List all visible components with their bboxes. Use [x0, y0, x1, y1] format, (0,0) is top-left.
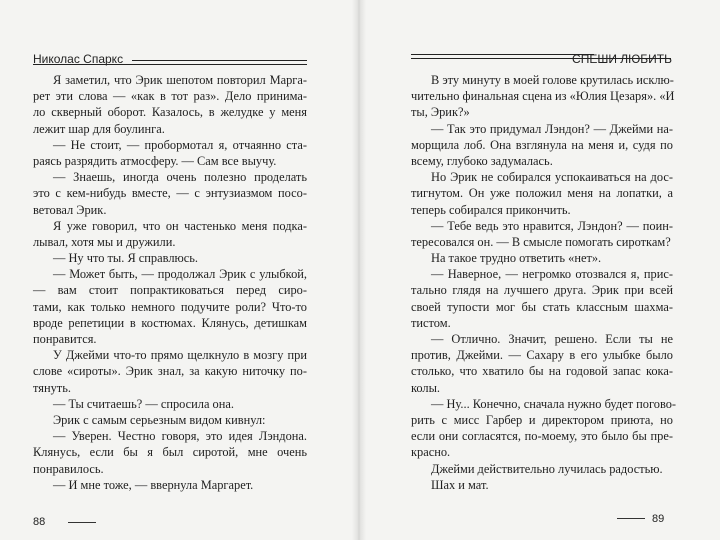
running-head-author: Николас Спаркс [33, 52, 124, 66]
page-number-right: 89 [652, 513, 665, 525]
text-line: Я уже говорил, что он частенько меня подка- [53, 218, 307, 233]
text-line: всему, глубоко задумалась. [411, 153, 553, 168]
text-line: — И мне тоже, — ввернула Маргарет. [53, 477, 254, 492]
text-line: чительно финальная сцена из «Юлия Цезаря». «И [411, 89, 675, 104]
text-line: — Ты считаешь? — спросила она. [53, 396, 234, 411]
text-line: если они согласятся, по-моему, это было бы пре- [411, 429, 673, 444]
text-line: ло скверный оборот. Казалось, в желудке у меня [33, 105, 307, 120]
text-line: тистом. [411, 315, 451, 330]
right-page [366, 0, 720, 540]
text-line: Эрик с самым серьезным видом кивнул: [53, 412, 266, 427]
text-line: На такое трудно ответить «нет». [431, 251, 602, 266]
text-line: тигнутом. Он уже положил меня на лопатки, а [411, 186, 673, 201]
text-line: рет эти слова — «как в тот раз». Дело принима- [33, 89, 307, 104]
text-line: В эту минуту в моей голове крутилась исклю- [431, 73, 674, 87]
text-line: тянуть. [33, 380, 71, 395]
book-gutter [352, 0, 366, 540]
text-line: вроде репетиции в костюмах. Клянусь, детишкам [33, 315, 307, 330]
text-line: это с кем-нибудь вместе, — с энтузиазмом посо- [33, 186, 307, 201]
text-line: тами, как только немного подучите роли? Что-то [33, 299, 307, 314]
text-line: ветовал Эрик. [33, 202, 107, 217]
text-line: раясь разрядить атмосферу. — Сам все выучу. [33, 153, 277, 168]
page-number-left: 88 [33, 516, 46, 528]
text-line: Джейми действительно лучилась радостью. [431, 461, 663, 476]
text-line: Шах и мат. [431, 477, 489, 492]
text-line: тально глядя на лучшего друга. Эрик при всей [411, 283, 673, 298]
text-line: против, Джейми. — Сахару в его улыбке было [411, 348, 673, 363]
header-rule-top [411, 54, 594, 55]
header-rule-bottom [411, 58, 671, 59]
text-line: — Ну... Конечно, сначала нужно будет погово- [431, 396, 677, 411]
text-line: столько, что хватило бы на годовой запас кока- [411, 364, 673, 379]
text-line: — Наверное, — негромко отозвался я, прис- [431, 267, 673, 282]
text-line: своей тупости мог бы стать классным шахма- [411, 299, 673, 314]
text-line: слове «сироты». Эрик знал, за какую ниточку по- [33, 364, 307, 379]
folio-rule-left [68, 522, 96, 523]
text-line: — Так это придумал Лэндон? — Джейми на- [431, 121, 673, 136]
folio-rule-right [617, 518, 645, 519]
running-head-title: СПЕШИ ЛЮБИТЬ [572, 52, 672, 66]
text-line: Но Эрик не собирался успокаиваться на дос- [431, 170, 673, 185]
text-line: — Не стоит, — пробормотал я, отчаянно ста- [53, 137, 307, 152]
text-line: рить с мисс Гарбер и директором приюта, но [411, 412, 673, 427]
text-line: — Уверен. Честно говоря, это идея Лэндона. [53, 429, 307, 444]
text-line: лывал, хотя мы и дружили. [33, 234, 176, 249]
text-line: Клянусь, если бы я был сиротой, мне очень [33, 445, 307, 460]
text-line: понравится. [33, 332, 97, 346]
text-line: морщила лоб. Она взглянула на меня и, судя по [411, 137, 673, 152]
text-line: красно. [411, 445, 451, 460]
text-line: теперь собирался прикончить. [411, 202, 571, 217]
text-line: Я заметил, что Эрик шепотом повторил Марга- [53, 73, 307, 87]
text-line: — вам стоит попрактиковаться перед сиро- [33, 283, 307, 298]
text-line: тересовался он. — В смысле помогать сироткам? [411, 234, 671, 249]
text-line: У Джейми что-то прямо щелкнуло в мозгу при [53, 348, 307, 363]
text-line: — Тебе ведь это нравится, Лэндон? — поин- [431, 218, 673, 233]
header-rule-top [132, 60, 307, 61]
text-line: — Отлично. Значит, решено. Если ты не [431, 332, 673, 346]
header-rule-bottom [33, 64, 307, 65]
text-line: — Знаешь, иногда очень полезно проделать [53, 170, 307, 185]
text-line: колы. [411, 380, 441, 395]
text-line: — Ну что ты. Я справлюсь. [53, 251, 199, 266]
text-line: понравилось. [33, 461, 104, 476]
left-page-body [33, 72, 307, 493]
right-page-body [411, 72, 677, 493]
text-line: лежит шар для боулинга. [33, 121, 165, 136]
text-line: ты, Эрик?» [411, 105, 470, 120]
left-page [0, 0, 352, 540]
text-line: — Может быть, — продолжал Эрик с улыбкой, [53, 267, 307, 282]
